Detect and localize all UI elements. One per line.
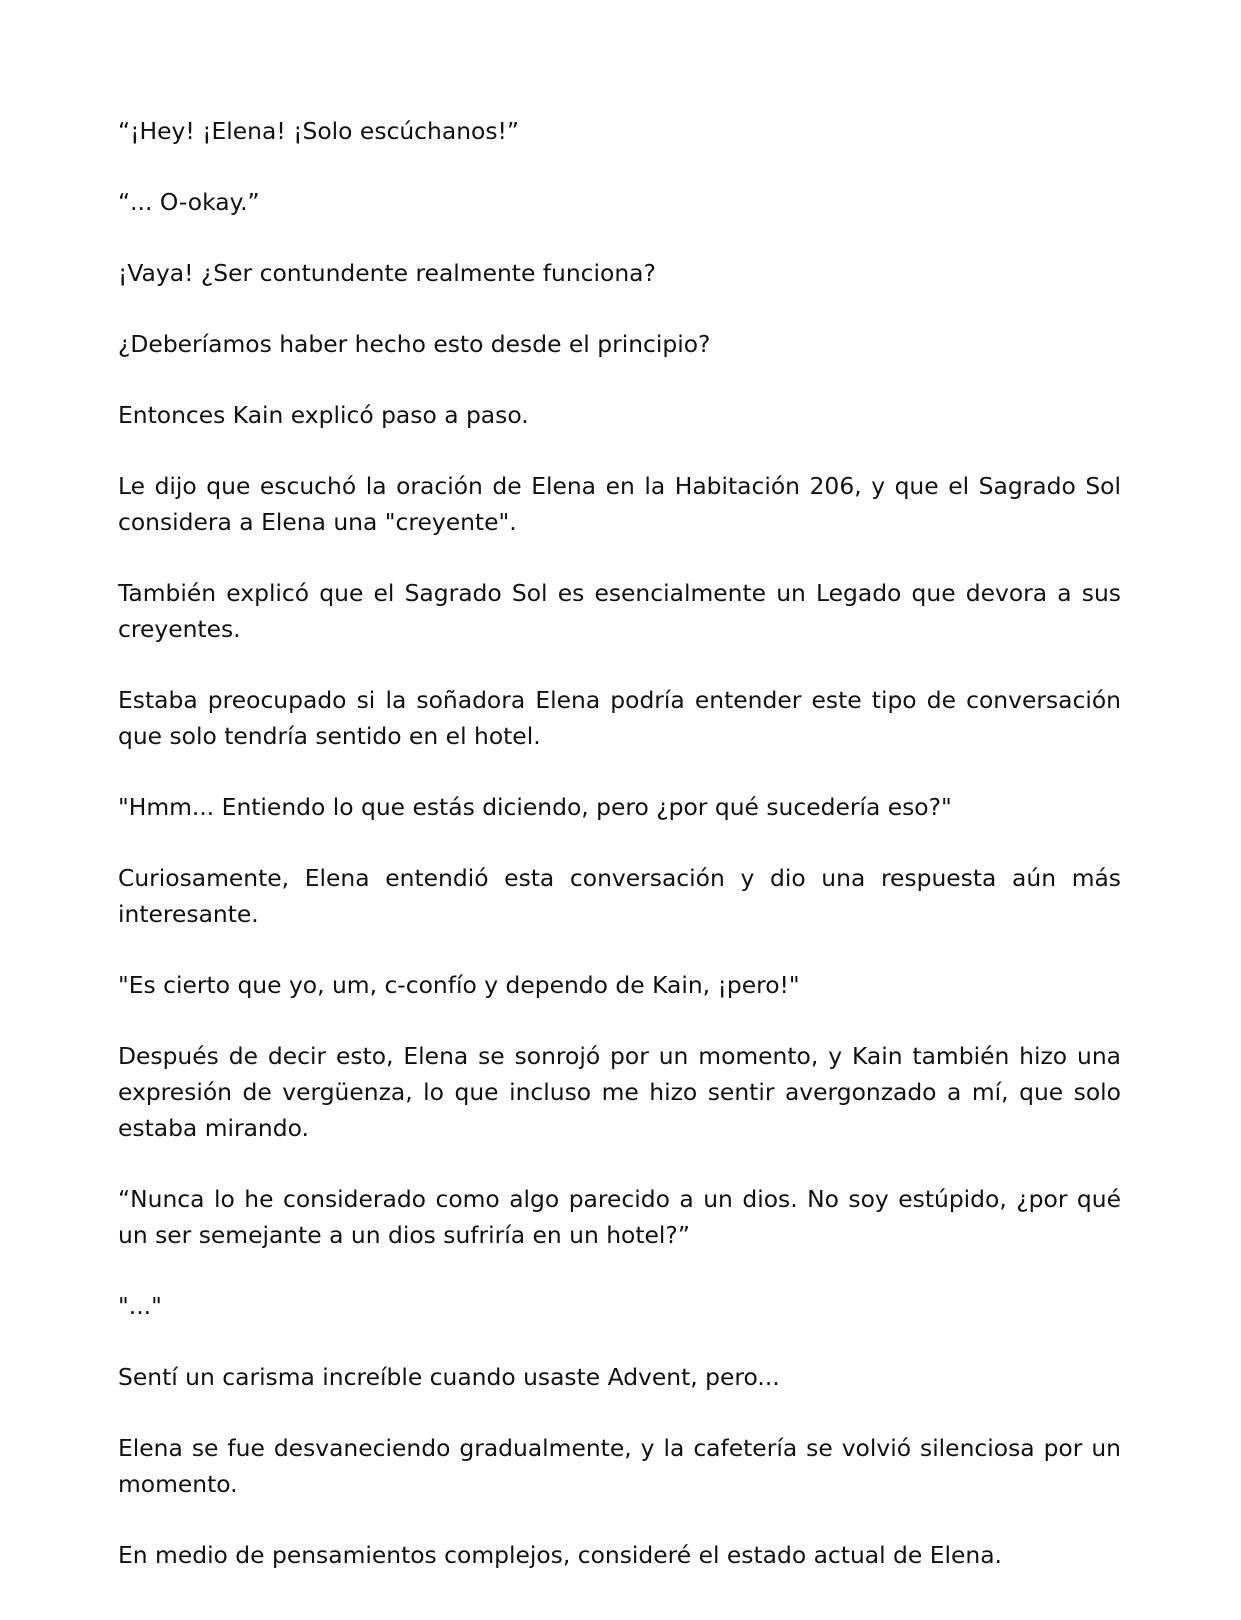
- paragraph: “¡Hey! ¡Elena! ¡Solo escúchanos!”: [118, 117, 520, 145]
- paragraph: Después de decir esto, Elena se sonrojó por un momento, y Kain también hizo una expresión de vergüenza, lo que incluso me hizo sentir avergonzado a mí, que solo estaba mirando.: [118, 1042, 1121, 1142]
- paragraph: Sentí un carisma increíble cuando usaste Advent, pero...: [118, 1363, 780, 1391]
- paragraph: Le dijo que escuchó la oración de Elena en la Habitación 206, y que el Sagrado Sol considera a Elena una "creyente".: [118, 472, 1121, 536]
- paragraph: “... O-okay.”: [118, 188, 260, 216]
- paragraph: Curiosamente, Elena entendió esta conversación y dio una respuesta aún más interesante.: [118, 864, 1121, 928]
- paragraph: También explicó que el Sagrado Sol es esencialmente un Legado que devora a sus creyentes.: [118, 579, 1121, 643]
- paragraph: "...": [118, 1292, 162, 1320]
- document-page: [118, 113, 1121, 1608]
- paragraph: "Es cierto que yo, um, c-confío y dependo de Kain, ¡pero!": [118, 971, 800, 999]
- paragraph: “Nunca lo he considerado como algo parecido a un dios. No soy estúpido, ¿por qué un ser semejante a un dios sufriría en un hotel?”: [118, 1185, 1121, 1249]
- paragraph: Estaba preocupado si la soñadora Elena podría entender este tipo de conversación que solo tendría sentido en el hotel.: [118, 686, 1121, 750]
- paragraph: Elena se fue desvaneciendo gradualmente, y la cafetería se volvió silenciosa por un momento.: [118, 1434, 1121, 1498]
- paragraph: En medio de pensamientos complejos, consideré el estado actual de Elena.: [118, 1541, 1002, 1569]
- paragraph: "Hmm... Entiendo lo que estás diciendo, pero ¿por qué sucedería eso?": [118, 793, 952, 821]
- paragraph: ¡Vaya! ¿Ser contundente realmente funciona?: [118, 259, 656, 287]
- paragraph: ¿Deberíamos haber hecho esto desde el principio?: [118, 330, 711, 358]
- paragraph: Entonces Kain explicó paso a paso.: [118, 401, 529, 429]
